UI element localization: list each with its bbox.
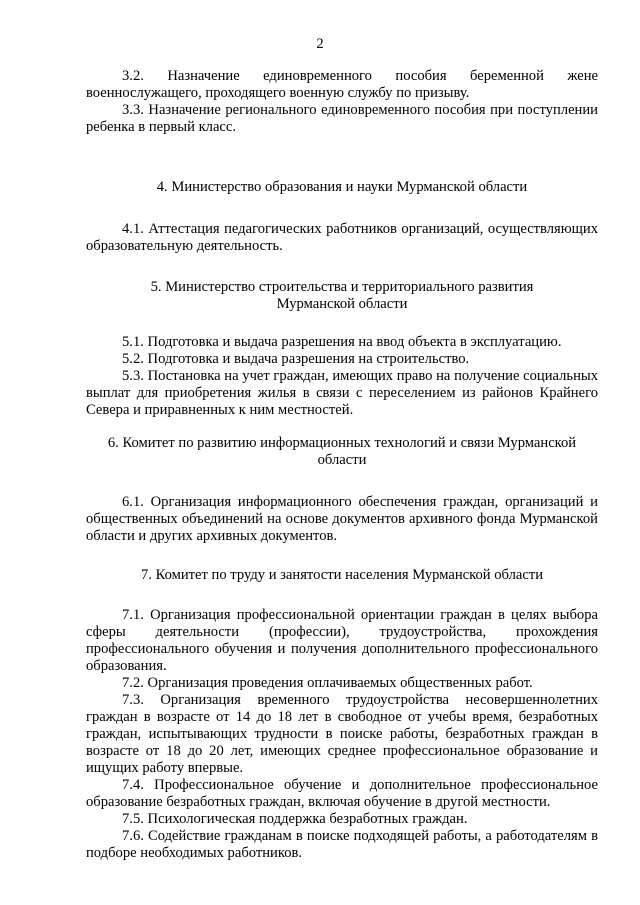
item-5-1 (86, 334, 598, 351)
heading-line: Мурманской области (276, 296, 408, 312)
item-7-5 (86, 811, 598, 828)
item-5-2 (86, 351, 598, 368)
item-number: 7.1. (122, 607, 144, 623)
item-number: 7.6. (122, 828, 144, 844)
item-text: Подготовка и выдача разрешения на строительство. (147, 351, 470, 367)
item-3-3 (86, 102, 598, 136)
item-text: Назначение единовременного пособия беременной жене военнослужащего, проходящего военную службу по призыву. (86, 68, 598, 101)
item-6-1 (86, 494, 598, 545)
item-number: 3.2. (122, 68, 144, 84)
item-number: 5.2. (122, 351, 144, 367)
item-number: 7.5. (122, 811, 144, 827)
item-number: 7.2. (122, 675, 144, 691)
item-5-3 (86, 368, 598, 419)
item-text: Организация временного трудоустройства несовершеннолетних граждан в возрасте от 14 до 18 лет в свободное от учебы время, безработных граждан, испытывающих трудности в поиске работы, безработных граждан в возрасте от 18 до 20 лет, имеющих среднее профессиональное образование и ищущих работу впервые. (86, 692, 598, 776)
item-number: 4.1. (122, 221, 144, 237)
item-number: 3.3. (122, 102, 144, 118)
item-7-6 (86, 828, 598, 862)
section-heading-7: 7. Комитет по труду и занятости населения Мурманской области (140, 567, 544, 583)
item-text: Аттестация педагогических работников организаций, осуществляющих образовательную деятельность. (86, 221, 598, 254)
section-heading-5 (86, 279, 598, 313)
item-text: Организация информационного обеспечения граждан, организаций и общественных объединений на основе документов архивного фонда Мурманской области и других архивных документов. (86, 494, 598, 544)
heading-line: области (317, 452, 367, 468)
item-7-1 (86, 607, 598, 675)
item-text: Психологическая поддержка безработных граждан. (147, 811, 468, 827)
document-body (86, 68, 598, 862)
item-number: 7.4. (122, 777, 144, 793)
item-number: 6.1. (122, 494, 144, 510)
section-heading-4: 4. Министерство образования и науки Мурманской области (156, 179, 528, 195)
heading-line: 5. Министерство строительства и территориального развития (150, 279, 534, 295)
item-text: Профессиональное обучение и дополнительное профессиональное образование безработных граждан, включая обучение в другой местности. (86, 777, 598, 810)
item-number: 5.3. (122, 368, 144, 384)
heading-line: 6. Комитет по развитию информационных технологий и связи Мурманской (107, 435, 577, 451)
section-heading-6 (86, 435, 598, 469)
item-4-1 (86, 221, 598, 255)
item-7-2 (86, 675, 598, 692)
item-text: Подготовка и выдача разрешения на ввод объекта в эксплуатацию. (147, 334, 562, 350)
item-3-2 (86, 68, 598, 102)
item-text: Назначение регионального единовременного пособия при поступлении ребенка в первый класс. (86, 102, 598, 135)
item-text: Постановка на учет граждан, имеющих право на получение социальных выплат для приобретения жилья в связи с переселением из районов Крайнего Севера и приравненных к ним местностей. (86, 368, 598, 418)
item-number: 5.1. (122, 334, 144, 350)
page-number: 2 (316, 36, 324, 52)
item-text: Организация профессиональной ориентации граждан в целях выбора сферы деятельности (профессии), трудоустройства, прохождения профессионального обучения и получения дополнительного профессионального образования. (86, 607, 598, 674)
item-text: Содействие гражданам в поиске подходящей работы, а работодателям в подборе необходимых работников. (86, 828, 598, 861)
item-7-4 (86, 777, 598, 811)
item-number: 7.3. (122, 692, 144, 708)
item-text: Организация проведения оплачиваемых общественных работ. (147, 675, 533, 691)
item-7-3 (86, 692, 598, 777)
